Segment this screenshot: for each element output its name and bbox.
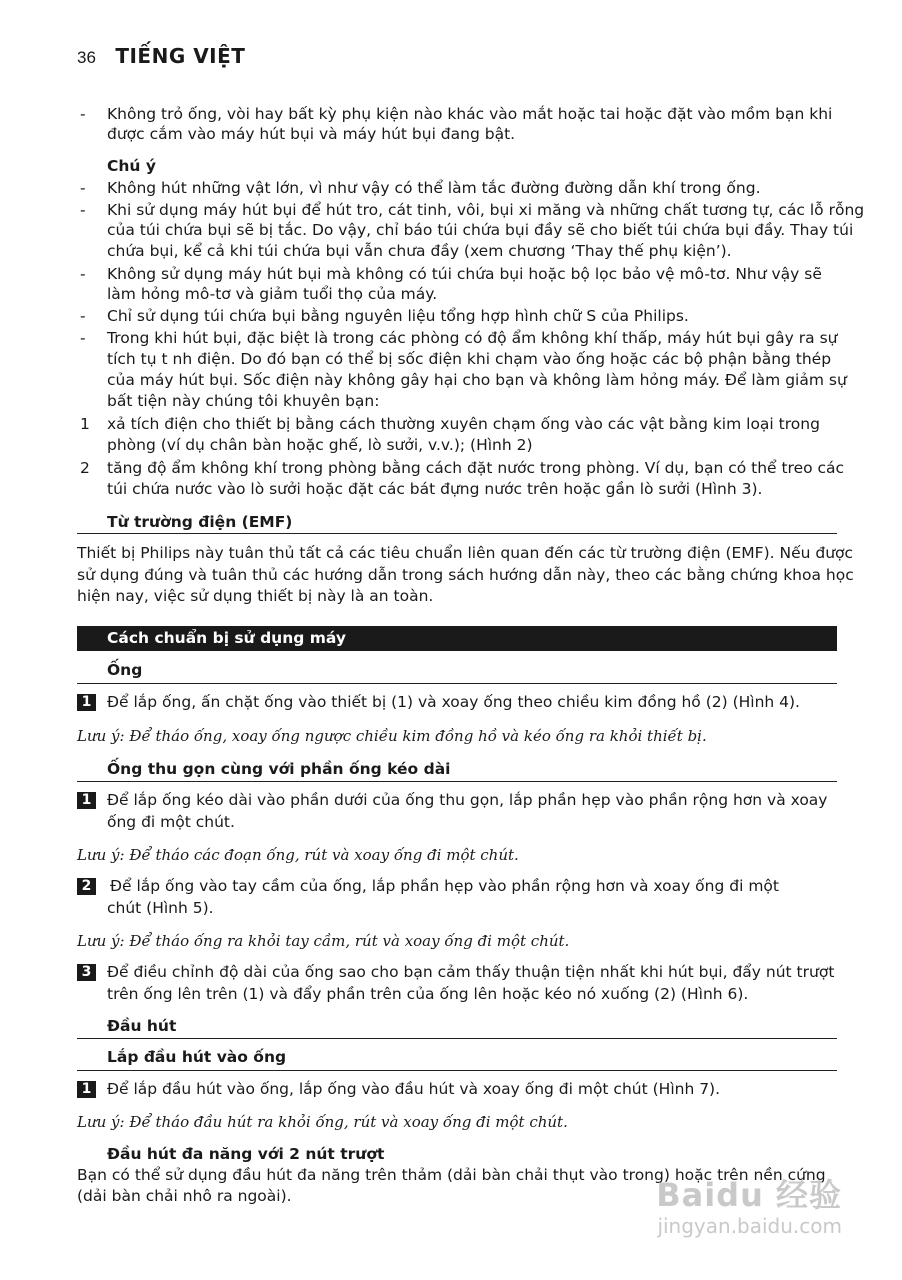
step-number: 1	[77, 694, 96, 711]
caution-line: làm hỏng mô-tơ và giảm tuổi thọ của máy.	[107, 285, 438, 303]
watermark-url: jingyan.baidu.com	[657, 1214, 842, 1238]
emf-line: Thiết bị Philips này tuân thủ tất cả các tiêu chuẩn liên quan đến các từ trường điện (EMF). Nếu được	[77, 544, 854, 562]
nozzle-heading: Đầu hút	[107, 1017, 177, 1035]
caution-line: phòng (ví dụ chân bàn hoặc ghế, lò sưởi, v.v.); (Hình 2)	[107, 436, 533, 454]
watermark-brand: Baidu 经验	[656, 1176, 842, 1214]
caution-line: xả tích điện cho thiết bị bằng cách thường xuyên chạm ống vào các vật bằng kim loại trong	[107, 415, 820, 433]
note: Lưu ý: Để tháo ống ra khỏi tay cầm, rút và xoay ống đi một chút.	[77, 932, 570, 950]
bullet-dash: -	[80, 265, 86, 283]
tube-heading: Ống	[107, 661, 143, 679]
caution-line: tích tụ t nh điện. Do đó bạn có thể bị sốc điện khi chạm vào ống hoặc các bộ phận bằng thép	[107, 350, 832, 368]
step-text: Để lắp ống, ấn chặt ống vào thiết bị (1) và xoay ống theo chiều kim đồng hồ (2) (Hình 4).	[107, 693, 800, 711]
step-number: 1	[77, 792, 96, 809]
page-title: TIẾNG VIỆT	[115, 44, 246, 68]
caution-line: tăng độ ẩm không khí trong phòng bằng cách đặt nước trong phòng. Ví dụ, bạn có thể treo các	[107, 459, 845, 477]
caution-line: Trong khi hút bụi, đặc biệt là trong các phòng có độ ẩm không khí thấp, máy hút bụi gây ra sự	[107, 329, 838, 347]
emf-line: hiện nay, việc sử dụng thiết bị này là an toàn.	[77, 587, 434, 605]
step-number: 3	[77, 964, 96, 981]
step-text: ống đi một chút.	[107, 813, 235, 831]
bullet-dash: -	[80, 105, 86, 123]
bullet-dash: -	[80, 201, 86, 219]
list-number: 1	[80, 415, 90, 433]
bullet-dash: -	[80, 329, 86, 347]
caution-line: túi chứa nước vào lò sưởi hoặc đặt các bát đựng nước trên hoặc gần lò sưởi (Hình 3).	[107, 480, 763, 498]
caution-line: Chỉ sử dụng túi chứa bụi bằng nguyên liệu tổng hợp hình chữ S của Philips.	[107, 307, 689, 325]
step-text: Để điều chỉnh độ dài của ống sao cho bạn cảm thấy thuận tiện nhất khi hút bụi, đẩy nút trượt	[107, 963, 835, 981]
emf-line: sử dụng đúng và tuân thủ các hướng dẫn trong sách hướng dẫn này, theo các bằng chứng khoa học	[77, 566, 854, 584]
warning-line: được cắm vào máy hút bụi và máy hút bụi đang bật.	[107, 125, 516, 143]
section-band-title: Cách chuẩn bị sử dụng máy	[107, 629, 346, 647]
caution-line: chứa bụi, kể cả khi túi chứa bụi vẫn chưa đầy (xem chương ‘Thay thế phụ kiện’).	[107, 242, 732, 260]
section-rule	[77, 1038, 837, 1039]
caution-line: Không sử dụng máy hút bụi mà không có túi chứa bụi hoặc bộ lọc bảo vệ mô-tơ. Như vậy sẽ	[107, 265, 822, 283]
emf-heading: Từ trường điện (EMF)	[107, 513, 293, 531]
list-number: 2	[80, 459, 90, 477]
step-number: 2	[77, 878, 96, 895]
page-number: 36	[77, 48, 96, 67]
warning-line: Không trỏ ống, vòi hay bất kỳ phụ kiện nào khác vào mắt hoặc tai hoặc đặt vào mồm bạn khi	[107, 105, 833, 123]
section-rule	[77, 781, 837, 782]
section-rule	[77, 533, 837, 534]
caution-heading: Chú ý	[107, 157, 156, 175]
note: Lưu ý: Để tháo các đoạn ống, rút và xoay ống đi một chút.	[77, 846, 519, 864]
bullet-dash: -	[80, 179, 86, 197]
note: Lưu ý: Để tháo đầu hút ra khỏi ống, rút và xoay ống đi một chút.	[77, 1113, 568, 1131]
multi-line: (dải bàn chải nhô ra ngoài).	[77, 1187, 292, 1205]
attach-heading: Lắp đầu hút vào ống	[107, 1048, 287, 1066]
caution-line: Không hút những vật lớn, vì như vậy có thể làm tắc đường đường dẫn khí trong ống.	[107, 179, 761, 197]
multi-nozzle-heading: Đầu hút đa năng với 2 nút trượt	[107, 1145, 385, 1163]
step-text: chút (Hình 5).	[107, 899, 214, 917]
bullet-dash: -	[80, 307, 86, 325]
note: Lưu ý: Để tháo ống, xoay ống ngược chiều kim đồng hồ và kéo ống ra khỏi thiết bị.	[77, 727, 707, 745]
step-text: Để lắp ống vào tay cầm của ống, lắp phần hẹp vào phần rộng hơn và xoay ống đi một	[110, 877, 779, 895]
caution-line: của máy hút bụi. Sốc điện này không gây hại cho bạn và không làm hỏng máy. Để làm giảm sự	[107, 371, 847, 389]
step-number: 1	[77, 1081, 96, 1098]
caution-line: của túi chứa bụi sẽ bị tắc. Do vậy, chỉ báo túi chứa bụi đầy sẽ cho biết túi chứa bụi đầy. Thay túi	[107, 221, 854, 239]
page-header	[77, 44, 245, 68]
step-text: trên ống lên trên (1) và đẩy phần trên của ống lên hoặc kéo nó xuống (2) (Hình 6).	[107, 985, 749, 1003]
caution-line: bất tiện này chúng tôi khuyên bạn:	[107, 392, 380, 410]
section-rule	[77, 683, 837, 684]
step-text: Để lắp đầu hút vào ống, lắp ống vào đầu hút và xoay ống đi một chút (Hình 7).	[107, 1080, 721, 1098]
multi-line: Bạn có thể sử dụng đầu hút đa năng trên thảm (dải bàn chải thụt vào trong) hoặc trên nền cứng	[77, 1166, 826, 1184]
step-text: Để lắp ống kéo dài vào phần dưới của ống thu gọn, lắp phần hẹp vào phần rộng hơn và xoay	[107, 791, 828, 809]
telescopic-heading: Ống thu gọn cùng với phần ống kéo dài	[107, 760, 451, 778]
caution-line: Khi sử dụng máy hút bụi để hút tro, cát tinh, vôi, bụi xi măng và những chất tương tự, các lỗ rỗng	[107, 201, 865, 219]
section-rule	[77, 1070, 837, 1071]
